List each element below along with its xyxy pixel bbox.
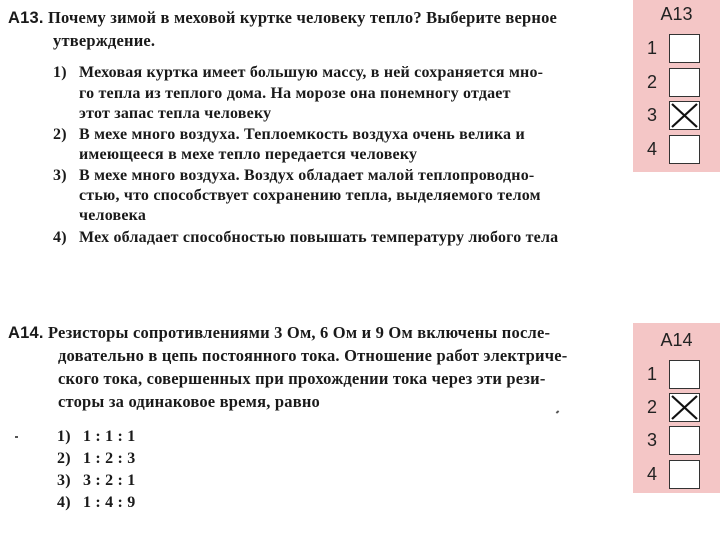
answer-choice-row xyxy=(633,68,720,98)
answer-choice-row xyxy=(633,393,720,423)
answer-checkbox[interactable] xyxy=(669,68,700,97)
answer-panel-a13 xyxy=(633,0,720,172)
answer-panel-title: A14 xyxy=(660,330,693,350)
answer-choice-number: 3 xyxy=(647,430,658,450)
option-line: го тепла из теплого дома. На морозе она понемногу отдает xyxy=(79,85,511,102)
option-a13-4: 4) Мех обладает способностью повышать температуру любого тела xyxy=(53,229,559,246)
option-line: имеющееся в мехе тепло передается человеку xyxy=(79,146,418,163)
answer-panel-title: A13 xyxy=(660,4,693,24)
question-text-line: ского тока, совершенных при прохождении тока через эти рези- xyxy=(58,369,546,388)
scan-speck xyxy=(15,436,18,438)
question-number: А13. xyxy=(8,9,44,27)
answer-checkbox[interactable] xyxy=(669,135,700,164)
option-a14-3: 3) 3 : 2 : 1 xyxy=(57,472,136,489)
answer-choice-row xyxy=(633,34,720,64)
answer-choice-row xyxy=(633,460,720,490)
answer-choice-number: 1 xyxy=(647,38,658,58)
option-a14-2: 2) 1 : 2 : 3 xyxy=(57,450,136,467)
answer-choice-row xyxy=(633,101,720,131)
option-line: этот запас тепла человеку xyxy=(79,105,272,122)
question-text-line: утверждение. xyxy=(53,31,156,50)
answer-choice-row xyxy=(633,135,720,165)
question-text-line: довательно в цепь постоянного тока. Отношение работ электриче- xyxy=(58,346,568,365)
question-text-line xyxy=(8,323,550,343)
answer-checkbox-checked[interactable] xyxy=(669,393,700,422)
option-a14-1: 1) 1 : 1 : 1 xyxy=(57,428,136,445)
answer-choice-row xyxy=(633,426,720,456)
question-text: Почему зимой в меховой куртке человеку тепло? Выберите верное xyxy=(47,8,558,27)
answer-choice-row xyxy=(633,360,720,390)
option-a13-1: 1) Меховая куртка имеет большую массу, в ней сохраняется мно- xyxy=(53,64,544,81)
scan-speck xyxy=(556,410,560,413)
answer-checkbox-checked[interactable] xyxy=(669,101,700,130)
answer-checkbox[interactable] xyxy=(669,426,700,455)
option-a14-4: 4) 1 : 4 : 9 xyxy=(57,494,136,511)
answer-checkbox[interactable] xyxy=(669,360,700,389)
cross-mark-icon xyxy=(670,102,699,129)
answer-choice-number: 2 xyxy=(647,397,658,417)
question-text-line xyxy=(8,8,557,28)
answer-choice-number: 1 xyxy=(647,364,658,384)
option-line: человека xyxy=(79,207,147,224)
question-number: А14. xyxy=(8,324,44,342)
option-a13-2: 2) В мехе много воздуха. Теплоемкость воздуха очень велика и xyxy=(53,126,525,143)
answer-choice-number: 4 xyxy=(647,139,658,159)
option-line: стью, что способствует сохранению тепла, выделяемого телом xyxy=(79,187,541,204)
cross-mark-icon xyxy=(670,394,699,421)
option-a13-3: 3) В мехе много воздуха. Воздух обладает малой теплопроводно- xyxy=(53,167,535,184)
question-text-line: сторы за одинаковое время, равно xyxy=(58,392,320,411)
answer-choice-number: 2 xyxy=(647,72,658,92)
question-text: Резисторы сопротивлениями 3 Ом, 6 Ом и 9 Ом включены после- xyxy=(47,323,551,342)
answer-checkbox[interactable] xyxy=(669,460,700,489)
answer-choice-number: 4 xyxy=(647,464,658,484)
answer-choice-number: 3 xyxy=(647,105,658,125)
answer-checkbox[interactable] xyxy=(669,34,700,63)
answer-panel-a14 xyxy=(633,323,720,493)
